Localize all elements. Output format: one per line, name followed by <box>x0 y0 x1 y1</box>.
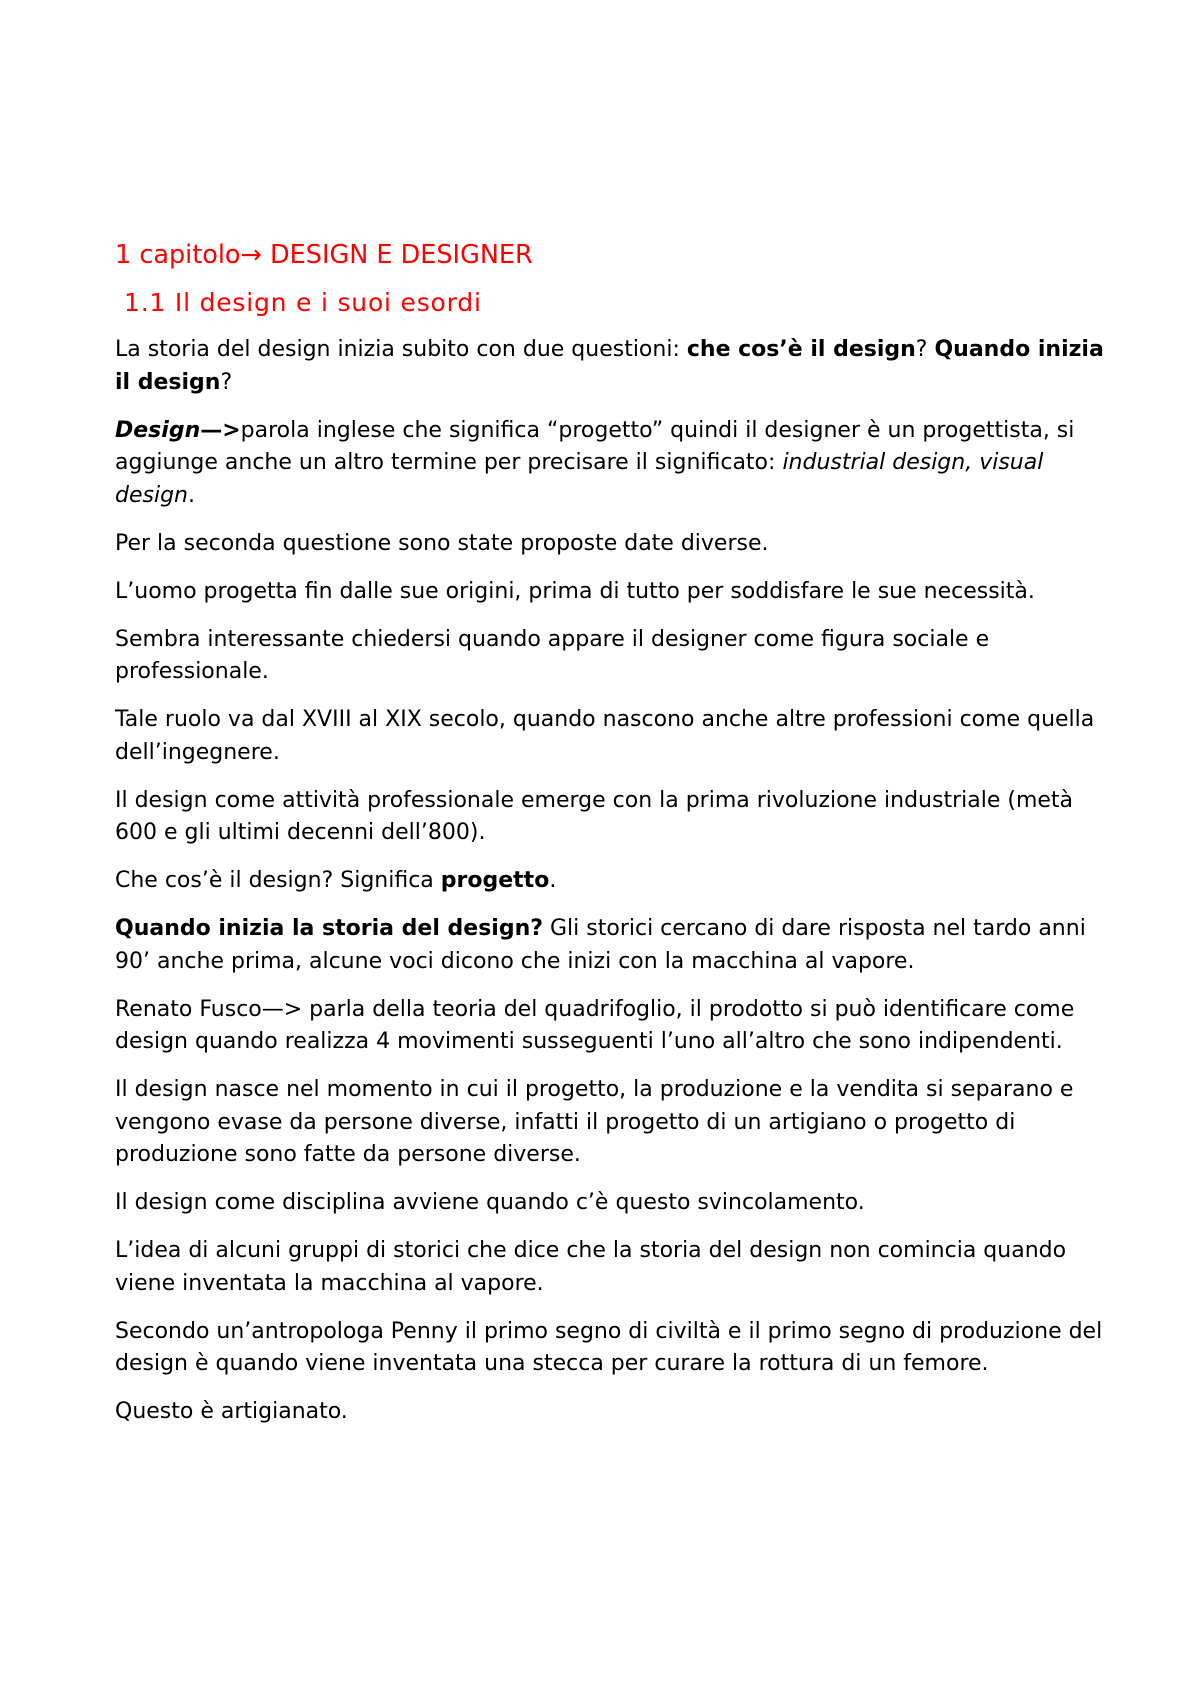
bold-run: che cos’è il design <box>686 337 916 362</box>
paragraph-intro-questions <box>115 334 1115 399</box>
bold-run: progetto <box>440 868 550 893</box>
bold-run: Quando inizia il design <box>115 337 1104 395</box>
paragraph: Il design come disciplina avviene quando c’è questo svincolamento. <box>115 1190 865 1215</box>
paragraph: Secondo un’antropologa Penny il primo segno di civiltà e il primo segno di produzione del design è quando viene inventata una stecca per curare la rottura di un femore. <box>115 1318 1103 1376</box>
paragraph: Tale ruolo va dal XVIII al XIX secolo, quando nascono anche altre professioni come quella dell’ingegnere. <box>115 707 1095 765</box>
paragraph: Questo è artigianato. <box>115 1399 348 1424</box>
arrow-run: —> <box>200 417 241 443</box>
text-run: Che cos’è il design? Significa <box>115 868 441 893</box>
text-run: parola inglese che significa “progetto” quindi il designer è un progettista, si aggiunge anche un altro termine per precisare il significato: <box>115 417 1075 475</box>
paragraph-design-definition <box>115 415 1115 513</box>
text-run: . <box>549 868 557 893</box>
paragraph: Sembra interessante chiedersi quando appare il designer come figura sociale e professionale. <box>115 626 990 684</box>
paragraph: Per la seconda questione sono state proposte date diverse. <box>115 530 769 556</box>
bold-italic-run: Design <box>115 417 201 443</box>
italic-run: industrial design, visual design <box>115 450 1044 508</box>
text-run: ? <box>915 337 935 362</box>
paragraph: Il design nasce nel momento in cui il progetto, la produzione e la vendita si separano e vengono evase da persone diverse, infatti il progetto di un artigiano o progetto di produzione sono fatte da persone diverse. <box>115 1077 1074 1167</box>
text-run: . <box>187 482 195 508</box>
paragraph: L’idea di alcuni gruppi di storici che dice che la storia del design non comincia quando viene inventata la macchina al vapore. <box>115 1238 1067 1296</box>
paragraph: Il design come attività professionale emerge con la prima rivoluzione industriale (metà 600 e gli ultimi decenni dell’800). <box>115 787 1074 845</box>
paragraph-meaning <box>115 865 1115 898</box>
paragraph-history-start <box>115 913 1115 978</box>
paragraph: Renato Fusco—> parla della teoria del quadrifoglio, il prodotto si può identificare come design quando realizza 4 movimenti susseguenti l’uno all’altro che sono indipendenti. <box>115 996 1075 1054</box>
chapter-title: 1 capitolo→ DESIGN E DESIGNER <box>115 240 533 270</box>
text-run: Gli storici cercano di dare risposta nel tardo anni 90’ anche prima, alcune voci dicono che inizi con la macchina al vapore. <box>115 916 1086 974</box>
bold-run: Quando inizia la storia del design? <box>115 916 544 941</box>
text-run: La storia del design inizia subito con due questioni: <box>115 337 687 362</box>
section-title: 1.1 Il design e i suoi esordi <box>124 288 482 317</box>
document-body <box>115 238 1115 1444</box>
text-run: ? <box>220 369 233 395</box>
paragraph: L’uomo progetta fin dalle sue origini, prima di tutto per soddisfare le sue necessità. <box>115 578 1035 604</box>
